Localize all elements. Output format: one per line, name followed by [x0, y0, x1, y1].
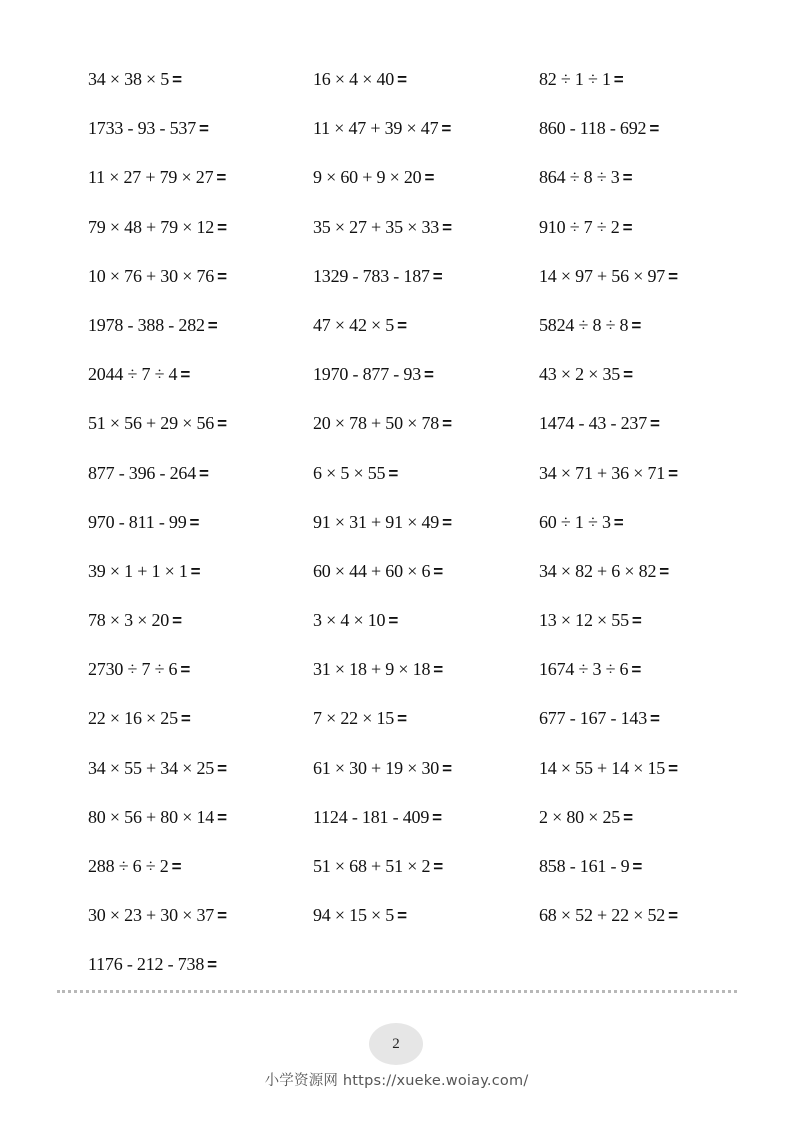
equals-sign: = — [441, 119, 452, 139]
problem-expression: 60 ÷ 1 ÷ 3 — [539, 511, 611, 532]
problem-expression: 1674 ÷ 3 ÷ 6 — [539, 659, 629, 680]
problem-expression: 1978 - 388 - 282 — [88, 314, 205, 335]
math-problem — [88, 949, 217, 980]
problem-row — [88, 458, 748, 507]
math-problem — [539, 900, 678, 931]
equals-sign: = — [180, 660, 191, 680]
problem-expression: 68 × 52 + 22 × 52 — [539, 905, 666, 926]
math-problem — [88, 113, 209, 144]
page-number-badge — [369, 1023, 423, 1065]
equals-sign: = — [172, 611, 182, 631]
math-problem — [88, 507, 199, 538]
problem-expression: 14 × 97 + 56 × 97 — [539, 265, 666, 286]
problem-row — [88, 802, 748, 851]
problem-expression: 860 - 118 - 692 — [539, 118, 647, 139]
equals-sign: = — [171, 857, 182, 876]
problem-expression: 677 - 167 - 143 — [539, 708, 647, 729]
equals-sign: = — [622, 217, 633, 237]
math-problem — [88, 605, 182, 636]
math-problem — [88, 408, 227, 439]
problem-row — [88, 64, 748, 113]
equals-sign: = — [432, 266, 443, 286]
equals-sign: = — [631, 315, 642, 335]
equals-sign: = — [199, 463, 209, 483]
equals-sign: = — [397, 70, 407, 89]
math-problem — [88, 654, 190, 685]
equals-sign: = — [199, 119, 209, 139]
equals-sign: = — [442, 217, 452, 237]
equals-sign: = — [668, 906, 678, 926]
math-problem — [539, 703, 660, 734]
problem-row — [88, 703, 748, 752]
equals-sign: = — [397, 709, 407, 729]
equals-sign: = — [631, 660, 642, 680]
math-problem — [313, 802, 442, 833]
math-problem — [539, 802, 633, 833]
math-problem — [539, 556, 669, 587]
problem-row — [88, 162, 748, 211]
problem-row — [88, 310, 748, 359]
equals-sign: = — [433, 857, 443, 876]
equals-sign: = — [659, 561, 669, 581]
problem-expression: 9 × 60 + 9 × 20 — [313, 167, 422, 188]
math-problem — [313, 556, 443, 587]
problem-expression: 1474 - 43 - 237 — [539, 413, 647, 434]
math-problem — [88, 310, 218, 341]
equals-sign: = — [622, 168, 633, 188]
equals-sign: = — [668, 266, 678, 286]
problem-expression: 3 × 4 × 10 — [313, 610, 386, 631]
problem-expression: 20 × 78 + 50 × 78 — [313, 413, 440, 434]
problem-expression: 47 × 42 × 5 — [313, 314, 395, 335]
math-problem — [313, 64, 407, 95]
equals-sign: = — [397, 315, 407, 335]
math-problem — [313, 703, 407, 734]
math-problem — [539, 261, 678, 292]
problem-expression: 34 × 55 + 34 × 25 — [88, 757, 215, 778]
problem-expression: 1329 - 783 - 187 — [313, 265, 430, 286]
math-problem — [539, 605, 642, 636]
equals-sign: = — [172, 70, 182, 89]
problem-row — [88, 507, 748, 556]
math-problem — [539, 212, 632, 243]
problem-expression: 35 × 27 + 35 × 33 — [313, 216, 440, 237]
problem-row — [88, 556, 748, 605]
math-problem — [539, 507, 624, 538]
problem-expression: 2 × 80 × 25 — [539, 806, 621, 827]
equals-sign: = — [217, 217, 227, 237]
math-problem — [88, 162, 226, 193]
problem-expression: 10 × 76 + 30 × 76 — [88, 265, 215, 286]
equals-sign: = — [207, 955, 217, 975]
problem-expression: 78 × 3 × 20 — [88, 610, 170, 631]
equals-sign: = — [189, 512, 200, 532]
equals-sign: = — [388, 463, 399, 483]
math-problem — [539, 113, 659, 144]
math-problem — [88, 458, 209, 489]
math-problem — [313, 359, 434, 390]
equals-sign: = — [217, 266, 227, 286]
equals-sign: = — [650, 414, 660, 434]
equals-sign: = — [442, 414, 452, 434]
equals-sign: = — [388, 611, 399, 631]
equals-sign: = — [442, 512, 452, 532]
problem-expression: 80 × 56 + 80 × 14 — [88, 806, 215, 827]
problem-expression: 51 × 68 + 51 × 2 — [313, 856, 431, 876]
problem-expression: 14 × 55 + 14 × 15 — [539, 757, 666, 778]
problem-row — [88, 654, 748, 703]
equals-sign: = — [397, 906, 407, 926]
problem-expression: 877 - 396 - 264 — [88, 462, 196, 483]
equals-sign: = — [631, 611, 642, 631]
problem-expression: 43 × 2 × 35 — [539, 364, 621, 385]
math-problem — [88, 900, 227, 931]
problem-expression: 7 × 22 × 15 — [313, 708, 395, 729]
problem-grid — [88, 64, 748, 999]
math-problem — [539, 359, 633, 390]
equals-sign: = — [424, 365, 434, 385]
equals-sign: = — [623, 807, 633, 827]
math-problem — [539, 162, 632, 193]
equals-sign: = — [217, 414, 227, 434]
equals-sign: = — [207, 315, 218, 335]
math-problem — [88, 703, 191, 734]
math-problem — [313, 310, 407, 341]
problem-expression: 1970 - 877 - 93 — [313, 364, 421, 385]
math-problem — [88, 359, 190, 390]
equals-sign: = — [216, 168, 227, 188]
math-problem — [88, 851, 181, 882]
math-problem — [313, 900, 407, 931]
problem-expression: 11 × 47 + 39 × 47 — [313, 118, 439, 139]
problem-expression: 82 ÷ 1 ÷ 1 — [539, 69, 611, 89]
problem-expression: 2730 ÷ 7 ÷ 6 — [88, 659, 178, 680]
problem-row — [88, 851, 748, 900]
problem-expression: 1176 - 212 - 738 — [88, 954, 205, 975]
problem-expression: 858 - 161 - 9 — [539, 856, 630, 876]
equals-sign: = — [442, 758, 452, 778]
equals-sign: = — [650, 709, 660, 729]
math-problem — [539, 654, 641, 685]
equals-sign: = — [180, 709, 191, 729]
problem-expression: 34 × 82 + 6 × 82 — [539, 560, 657, 581]
equals-sign: = — [180, 365, 191, 385]
equals-sign: = — [613, 512, 624, 532]
problem-row — [88, 113, 748, 162]
problem-expression: 910 ÷ 7 ÷ 2 — [539, 216, 620, 237]
problem-expression: 34 × 38 × 5 — [88, 69, 170, 89]
equals-sign: = — [217, 807, 227, 827]
math-problem — [313, 261, 443, 292]
math-problem — [539, 310, 641, 341]
equals-sign: = — [649, 119, 660, 139]
math-problem — [313, 408, 452, 439]
problem-expression: 31 × 18 + 9 × 18 — [313, 659, 431, 680]
math-problem — [313, 113, 451, 144]
math-problem — [539, 458, 678, 489]
page-number: 2 — [392, 1035, 400, 1052]
problem-row — [88, 261, 748, 310]
problem-row — [88, 900, 748, 949]
problem-expression: 1733 - 93 - 537 — [88, 118, 196, 139]
problem-expression: 22 × 16 × 25 — [88, 708, 178, 729]
problem-expression: 60 × 44 + 60 × 6 — [313, 560, 431, 581]
math-problem — [88, 802, 227, 833]
math-problem — [539, 851, 642, 882]
math-problem — [313, 162, 434, 193]
problem-expression: 288 ÷ 6 ÷ 2 — [88, 856, 169, 876]
problem-expression: 91 × 31 + 91 × 49 — [313, 511, 440, 532]
problem-row — [88, 753, 748, 802]
problem-expression: 6 × 5 × 55 — [313, 462, 386, 483]
equals-sign: = — [668, 758, 678, 778]
equals-sign: = — [632, 857, 643, 876]
dotted-divider — [57, 990, 737, 993]
equals-sign: = — [433, 660, 443, 680]
equals-sign: = — [190, 561, 201, 581]
problem-expression: 94 × 15 × 5 — [313, 905, 395, 926]
math-problem — [313, 753, 452, 784]
problem-expression: 79 × 48 + 79 × 12 — [88, 216, 215, 237]
problem-expression: 2044 ÷ 7 ÷ 4 — [88, 364, 178, 385]
equals-sign: = — [217, 906, 227, 926]
math-problem — [313, 212, 452, 243]
equals-sign: = — [668, 463, 678, 483]
problem-expression: 864 ÷ 8 ÷ 3 — [539, 167, 620, 188]
problem-row — [88, 359, 748, 408]
problem-expression: 11 × 27 + 79 × 27 — [88, 167, 214, 188]
math-problem — [539, 408, 660, 439]
problem-expression: 13 × 12 × 55 — [539, 610, 629, 631]
problem-expression: 39 × 1 + 1 × 1 — [88, 560, 188, 581]
math-problem — [88, 261, 227, 292]
math-problem — [539, 753, 678, 784]
footer-site-text: 小学资源网 https://xueke.woiay.com/ — [264, 1073, 529, 1089]
problem-expression: 61 × 30 + 19 × 30 — [313, 757, 440, 778]
problem-row — [88, 212, 748, 261]
math-problem — [313, 851, 443, 882]
problem-expression: 30 × 23 + 30 × 37 — [88, 905, 215, 926]
math-problem — [88, 64, 182, 95]
math-problem — [539, 64, 624, 95]
math-problem — [88, 556, 200, 587]
problem-expression: 1124 - 181 - 409 — [313, 806, 430, 827]
math-problem — [88, 212, 227, 243]
equals-sign: = — [217, 758, 227, 778]
equals-sign: = — [424, 168, 435, 188]
equals-sign: = — [433, 561, 443, 581]
problem-expression: 970 - 811 - 99 — [88, 511, 187, 532]
problem-expression: 16 × 4 × 40 — [313, 69, 395, 89]
math-problem — [313, 458, 398, 489]
math-problem — [313, 654, 443, 685]
math-problem — [88, 753, 227, 784]
problem-row — [88, 408, 748, 457]
equals-sign: = — [432, 807, 442, 827]
math-problem — [313, 507, 452, 538]
equals-sign: = — [613, 70, 624, 89]
problem-expression: 34 × 71 + 36 × 71 — [539, 462, 666, 483]
problem-expression: 51 × 56 + 29 × 56 — [88, 413, 215, 434]
equals-sign: = — [623, 365, 633, 385]
problem-expression: 5824 ÷ 8 ÷ 8 — [539, 314, 629, 335]
math-problem — [313, 605, 398, 636]
problem-row — [88, 605, 748, 654]
